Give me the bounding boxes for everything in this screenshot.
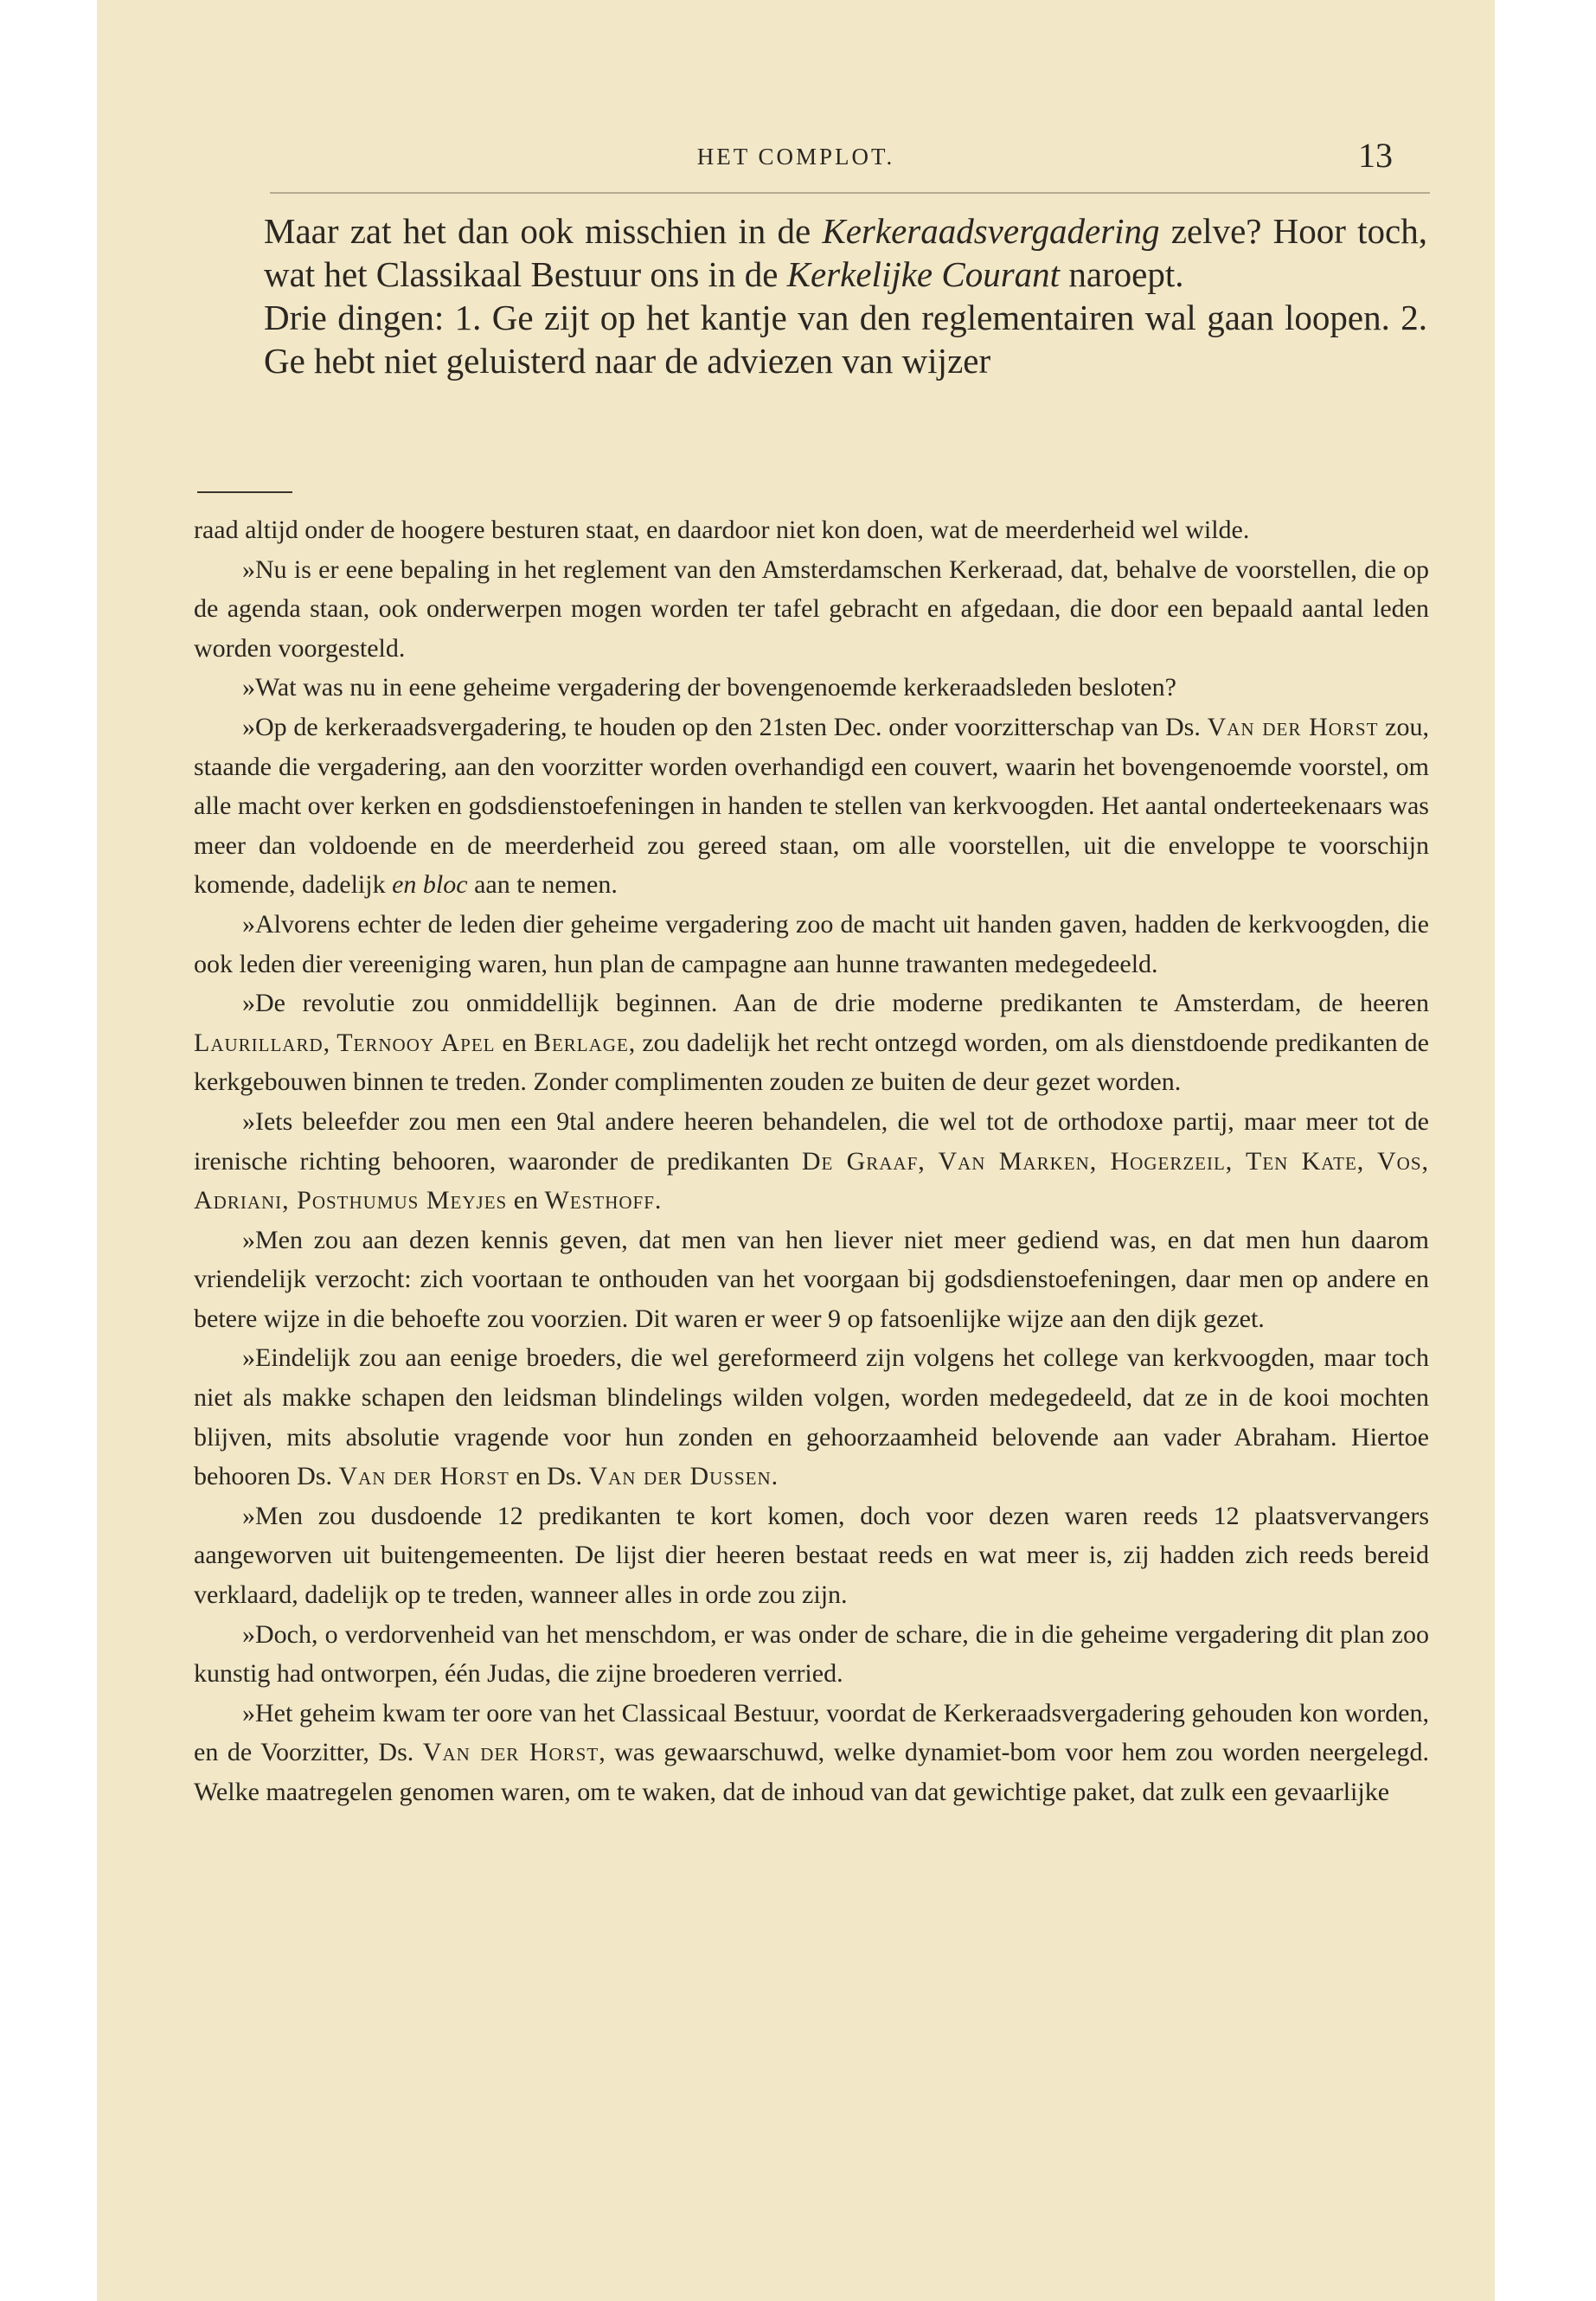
text-run: naroept. xyxy=(1060,254,1184,294)
footnote-rule xyxy=(197,491,292,493)
text-run: Maar zat het dan ook misschien in de xyxy=(264,211,823,251)
text-run: aan te nemen. xyxy=(467,870,618,900)
text-run: . xyxy=(771,1462,779,1491)
footnote-paragraph xyxy=(194,984,1429,1102)
italic-run: en bloc xyxy=(392,870,468,900)
main-text xyxy=(264,209,1427,382)
text-run: »Iets beleefder zou men een 9tal andere heeren behandelen, die wel tot de orthodoxe partij, maar meer tot de irenische richting behooren, waaronder de predikanten xyxy=(194,1106,1429,1176)
name-run: Van der Horst xyxy=(338,1462,510,1491)
footnote-paragraph: »Men zou aan dezen kennis geven, dat men van hen liever niet meer gediend was, en dat men hun daarom vriendelijk verzocht: zich voortaan te onthouden van het voorgaan bij godsdienstoefeningen, daar men op andere en betere wijze in die behoefte zou voorzien. Dit waren er weer 9 op fatsoenlijke wijze aan den dijk gezet. xyxy=(194,1225,1429,1333)
footnote-paragraph xyxy=(194,708,1429,905)
page-number: 13 xyxy=(1358,136,1393,175)
footnote-paragraph xyxy=(194,1338,1429,1496)
text-run: »Op de kerkeraadsvergadering, te houden op den 21sten Dec. onder voorzitterschap van Ds. xyxy=(242,712,1208,741)
text-run: , was gewaarschuwd, welke dynamiet-bom voor hem zou worden neergelegd. Welke maatregelen genomen waren, om te waken, dat de inhoud van dat gewichtige paket, dat zulk een gevaarlijke xyxy=(194,1738,1429,1806)
text-run: en Ds. xyxy=(509,1462,589,1491)
name-run: Westhoff xyxy=(544,1186,655,1215)
footnote-paragraph: »Wat was nu in eene geheime vergadering der bovengenoemde kerkeraadsleden besloten? xyxy=(242,673,1176,702)
header-rule xyxy=(270,192,1430,194)
page-header xyxy=(97,130,1495,182)
name-run: Laurillard xyxy=(194,1028,324,1057)
text-run: , zou dadelijk het recht ontzegd worden, om als dienstdoende predikanten de kerkgebouwen binnen te treden. Zonder complimenten zouden ze buiten de deur gezet worden. xyxy=(194,1028,1429,1097)
name-run: Van der Horst xyxy=(422,1738,599,1767)
text-run: »Het geheim kwam ter oore van het Classicaal Bestuur, voordat de Kerkeraadsvergadering gehouden kon worden, en de Voorzitter, Ds. xyxy=(194,1698,1429,1767)
italic-run: Kerkeraadsvergadering xyxy=(822,211,1160,251)
footnote-text xyxy=(194,510,1429,1812)
footnote-paragraph: »Men zou dusdoende 12 predikanten te kort komen, doch voor dezen waren reeds 12 plaatsvervangers aangeworven uit buitengemeenten. De lijst dier heeren bestaat reeds en wat meer is, zij hadden zich reeds bereid verklaard, dadelijk op te treden, wanneer alles in orde zou zijn. xyxy=(194,1501,1429,1610)
footnote-paragraph: raad altijd onder de hoogere besturen staat, en daardoor niet kon doen, wat de meerderheid wel wilde. xyxy=(194,516,1250,544)
text-run: zelve? Hoor toch, wat het Classikaal Bestuur ons in de xyxy=(264,211,1427,294)
text-run: »Eindelijk zou aan eenige broeders, die wel gereformeerd zijn volgens het college van kerkvoogden, maar toch niet als makke schapen den leidsman blindelings wilden volgen, worden medegedeeld, dat ze in de kooi mochten blijven, mits absolutie vragende voor hun zonden en gehoorzaamheid belovende aan vader Abraham. Hiertoe behooren Ds. xyxy=(194,1343,1429,1491)
footnote-paragraph xyxy=(194,1102,1429,1221)
text-run: »De revolutie zou onmiddellijk beginnen. Aan de drie moderne predikanten te Amsterdam, de heeren xyxy=(242,989,1429,1018)
name-run: Van der Horst xyxy=(1207,712,1379,741)
paragraph xyxy=(264,209,1427,296)
running-title: HET COMPLOT. xyxy=(696,144,895,170)
footnote-paragraph: »Nu is er eene bepaling in het reglement van den Amsterdamschen Kerkeraad, dat, behalve de voorstellen, die op de agenda staan, ook onderwerpen mogen worden ter tafel gebracht en afgedaan, die door een bepaald aantal leden worden voorgesteld. xyxy=(194,554,1429,663)
text-run: en xyxy=(495,1028,534,1057)
italic-run: Kerkelijke Courant xyxy=(786,254,1061,294)
name-run: Ternooy Apel xyxy=(337,1028,496,1057)
paragraph: Drie dingen: 1. Ge zijt op het kantje van den reglementairen wal gaan loopen. 2. Ge hebt niet geluisterd naar de adviezen van wijzer xyxy=(264,298,1427,381)
name-run: Van der Dussen xyxy=(588,1462,772,1491)
text-run: , xyxy=(323,1028,337,1057)
name-run: De Graaf, Van Marken, Hogerzeil, Ten Kate, Vos, Adriani, Posthumus Meyjes xyxy=(194,1146,1429,1215)
text-run: en xyxy=(507,1186,545,1215)
text-run: . xyxy=(654,1186,662,1215)
footnote-paragraph xyxy=(194,1694,1429,1812)
text-run: zou, staande die vergadering, aan den voorzitter worden overhandigd een couvert, waarin het bovengenoemde voorstel, om alle macht over kerken en godsdienstoefeningen in handen te stellen van kerkvoogden. Het aantal onderteekenaars was meer dan voldoende en de meerderheid zou gereed staan, om alle voorstellen, uit die enveloppe te voorschijn komende, dadelijk xyxy=(194,712,1429,900)
footnote-paragraph: »Alvorens echter de leden dier geheime vergadering zoo de macht uit handen gaven, hadden de kerkvoogden, die ook leden dier vereeniging waren, hun plan de campagne aan hunne trawanten medegedeeld. xyxy=(194,909,1429,978)
footnote-paragraph: »Doch, o verdorvenheid van het menschdom, er was onder de schare, die in die geheime vergadering dit plan zoo kunstig had ontworpen, één Judas, die zijne broederen verried. xyxy=(194,1619,1429,1689)
name-run: Berlage xyxy=(533,1028,629,1057)
